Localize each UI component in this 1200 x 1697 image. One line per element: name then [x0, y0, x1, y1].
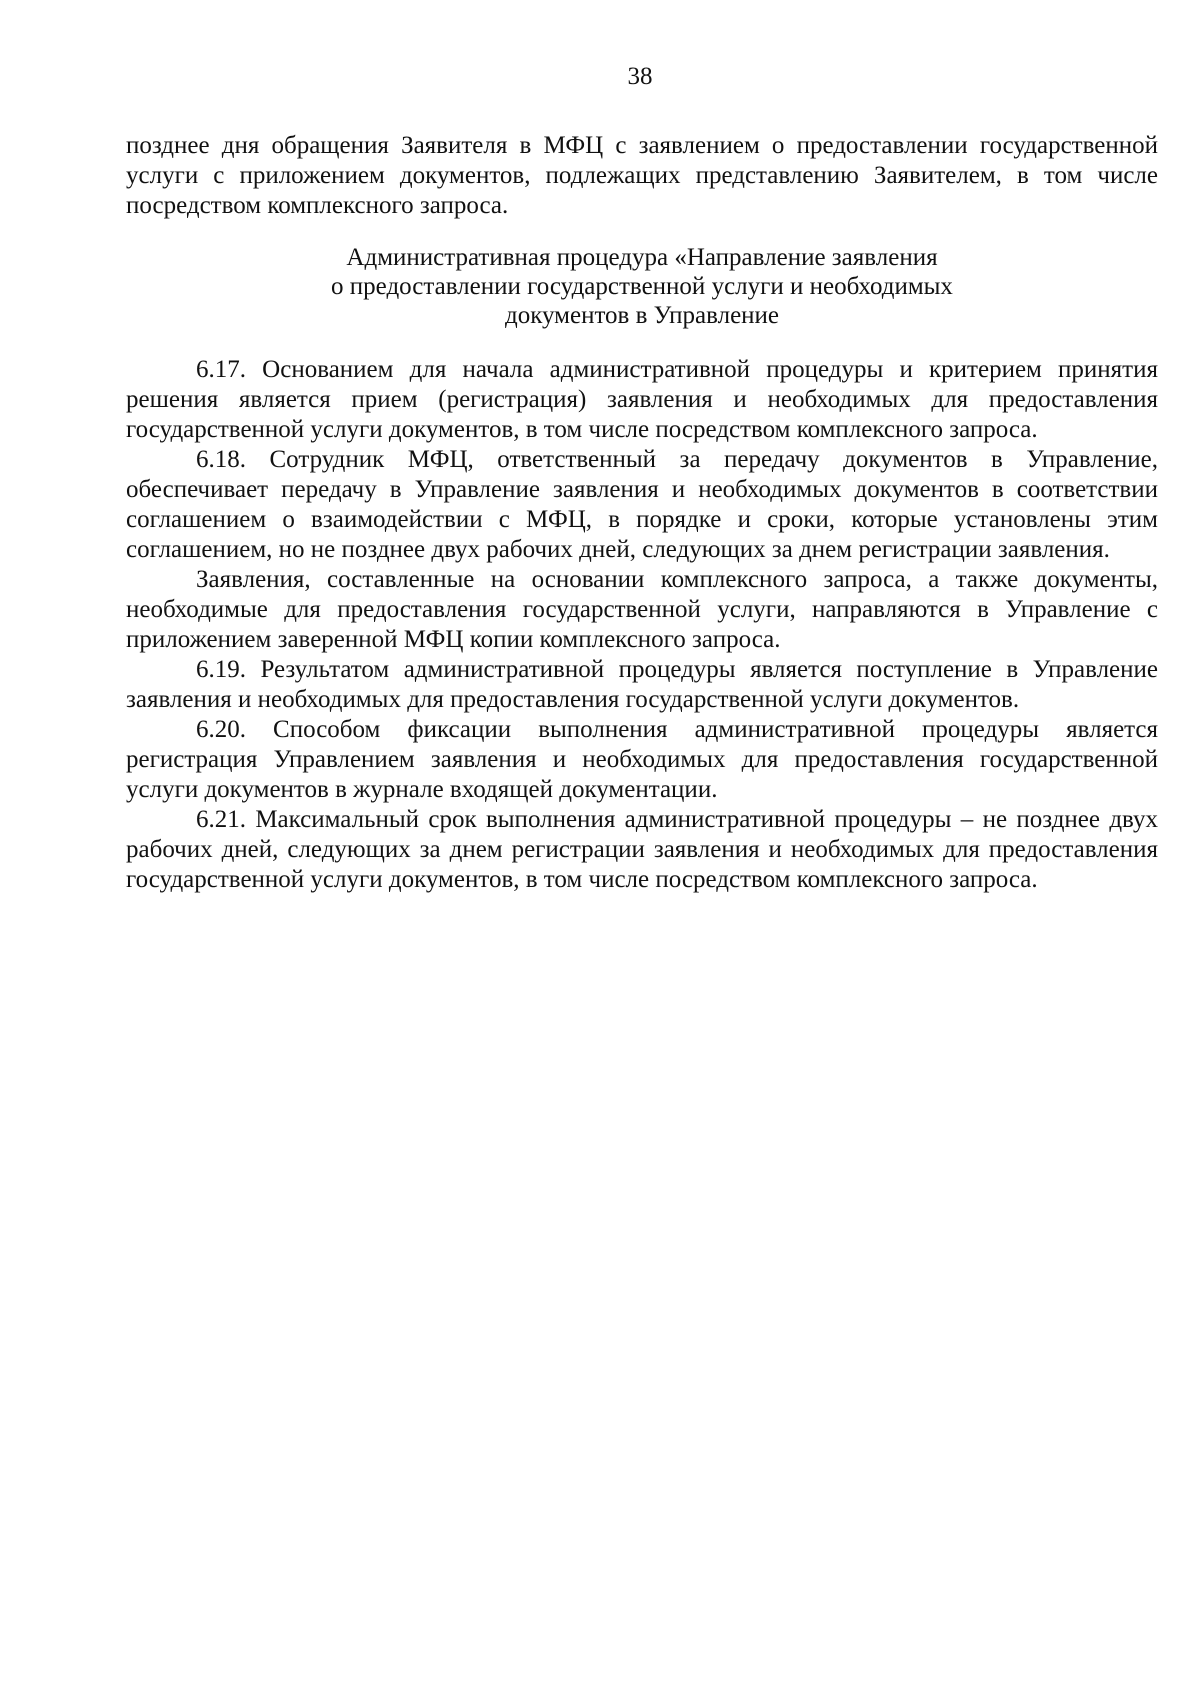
section-heading: [126, 243, 1158, 330]
paragraph-6-18: 6.18. Сотрудник МФЦ, ответственный за передачу документов в Управление, обеспечивает передачу в Управление заявления и необходимых документов в соответствии соглашением о взаимодействии с МФЦ, в порядке и сроки, которые установлены этим соглашением, но не позднее двух рабочих дней, следующих за днем регистрации заявления.: [126, 446, 1158, 563]
intro-text-block: [126, 131, 1158, 221]
paragraph-6-21: 6.21. Максимальный срок выполнения административной процедуры – не позднее двух рабочих дней, следующих за днем регистрации заявления и необходимых для предоставления государственной услуги документов, в том числе посредством комплексного запроса.: [126, 806, 1158, 893]
intro-paragraph: позднее дня обращения Заявителя в МФЦ с заявлением о предоставлении государственной услуги с приложением документов, подлежащих представлению Заявителем, в том числе посредством комплексного запроса.: [126, 132, 1158, 219]
paragraph-complex-request: Заявления, составленные на основании комплексного запроса, а также документы, необходимые для предоставления государственной услуги, направляются в Управление с приложением заверенной МФЦ копии комплексного запроса.: [126, 566, 1158, 653]
section-heading-line-3: документов в Управление: [504, 302, 780, 329]
section-heading-line-2: о предоставлении государственной услуги и необходимых: [331, 273, 953, 300]
page-number: 38: [627, 63, 653, 90]
section-body: [126, 355, 1158, 895]
paragraph-6-20: 6.20. Способом фиксации выполнения административной процедуры является регистрация Управлением заявления и необходимых для предоставления государственной услуги документов в журнале входящей документации.: [126, 716, 1158, 803]
section-heading-line-1: Административная процедура «Направление заявления: [346, 244, 938, 271]
paragraph-6-19: 6.19. Результатом административной процедуры является поступление в Управление заявления и необходимых для предоставления государственной услуги документов.: [126, 656, 1158, 713]
paragraph-6-17: 6.17. Основанием для начала административной процедуры и критерием принятия решения является прием (регистрация) заявления и необходимых для предоставления государственной услуги документов, в том числе посредством комплексного запроса.: [126, 356, 1158, 443]
